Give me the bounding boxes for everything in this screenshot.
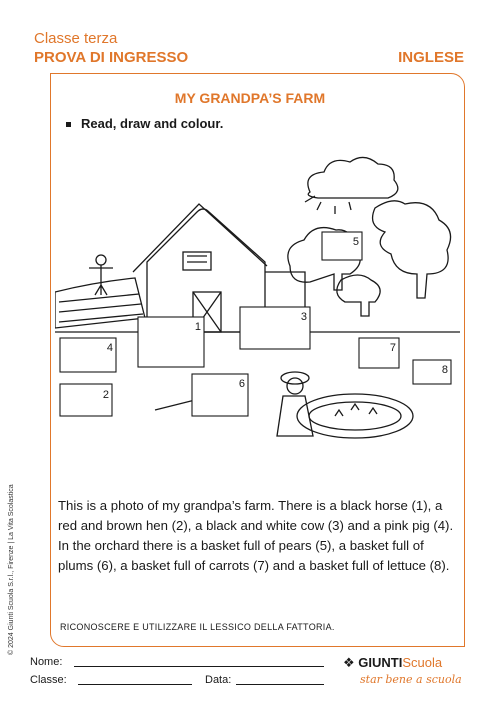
name-label: Nome:: [30, 656, 63, 668]
instruction-text: Read, draw and colour.: [81, 116, 224, 131]
name-field[interactable]: [74, 666, 324, 667]
logo-mark-icon: ❖: [343, 655, 359, 670]
orchard-trees: [288, 201, 451, 316]
publisher-logo: [343, 655, 442, 671]
box-3: [240, 307, 310, 349]
box-number-6: 6: [238, 378, 245, 390]
scarecrow-icon: [89, 255, 113, 295]
class-label: Classe:: [30, 674, 67, 686]
test-title: PROVA DI INGRESSO: [34, 49, 189, 66]
brand-tagline: star bene a scuola: [360, 673, 462, 686]
story-paragraph: This is a photo of my grandpa’s farm. There is a black horse (1), a red and brown hen (2), a black and white cow (3) and a pink pig (4). In the orchard there is a basket full of pears (5), a basket full of plums (6), a basket full of carrots (7) and a basket full of lettuce (8).: [58, 498, 454, 573]
box-number-8: 8: [441, 364, 448, 376]
skill-objective: RICONOSCERE E UTILIZZARE IL LESSICO DELLA FATTORIA.: [60, 622, 335, 632]
box-number-5: 5: [352, 236, 359, 248]
brand-name: GIUNTI: [358, 655, 403, 670]
cloud-icon: [305, 157, 398, 214]
box-number-1: 1: [194, 321, 201, 333]
copyright-notice: © 2024 Giunti Scuola S.r.l., Firenze | La Vita Scolastica: [8, 484, 15, 655]
brand-name-2: Scuola: [402, 655, 443, 670]
box-number-7: 7: [389, 342, 396, 354]
instruction: [66, 116, 223, 131]
box-number-4: 4: [106, 342, 113, 354]
date-field[interactable]: [236, 684, 324, 685]
date-label: Data:: [205, 674, 232, 686]
subject-label: INGLESE: [398, 49, 464, 66]
box-number-2: 2: [102, 389, 109, 401]
farm-illustration: [55, 152, 460, 442]
box-number-3: 3: [300, 311, 307, 323]
page-title: MY GRANDPA’S FARM: [174, 90, 326, 106]
bullet-icon: [66, 122, 71, 127]
grade-label: Classe terza: [34, 30, 118, 47]
vegetable-patch: [297, 394, 413, 438]
class-field[interactable]: [78, 684, 192, 685]
